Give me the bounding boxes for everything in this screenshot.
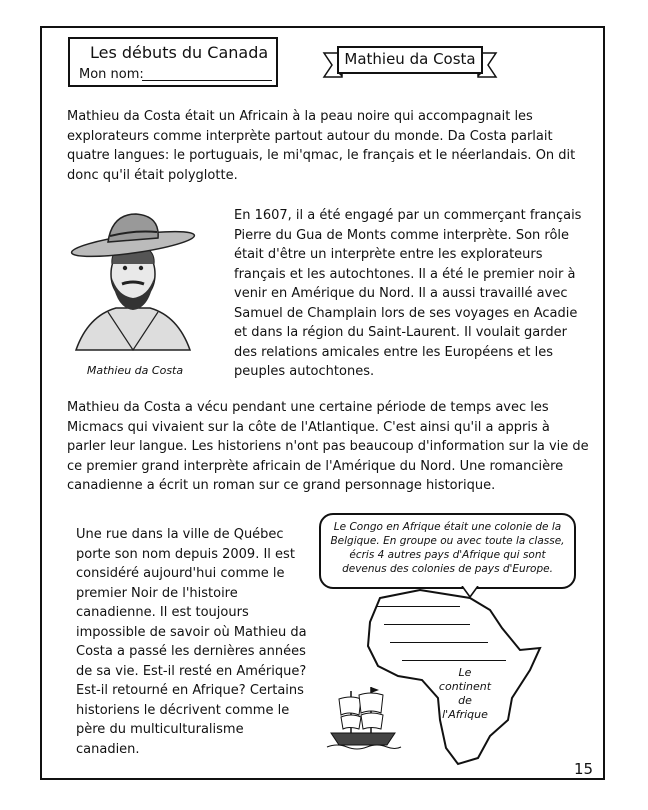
- sailing-ship-illustration: [325, 683, 403, 753]
- map-label: [432, 666, 498, 722]
- micmacs-paragraph: Mathieu da Costa a vécu pendant une certaine période de temps avec les Micmacs qui vivaient sur la côte de l'Atlantique. C'est ainsi qu'il a appris à parler leur langue. Les historiens n'ont pas beaucoup d'information sur la vie de ce premier grand interprète africain de l'Amérique du Nord. Une romancière canadienne a écrit un roman sur ce grand personnage historique.: [67, 400, 589, 493]
- unit-title: Les débuts du Canada: [90, 43, 269, 62]
- worksheet-header: [68, 37, 278, 87]
- map-label-line-1: Le: [458, 666, 472, 679]
- lesson-title: Mathieu da Costa: [344, 50, 476, 68]
- page-number: 15: [574, 760, 594, 778]
- career-paragraph: En 1607, il a été engagé par un commerçant français Pierre du Gua de Monts comme interprète. Son rôle était d'être un interprète entre les explorateurs français et les autochtones. Il a été le premier noir à venir en Amérique du Nord. Il a aussi travaillé avec Samuel de Champlain lors de ses voyages en Acadie et dans la région du Saint-Laurent. Il voulait garder des relations amicales entre les Européens et les peuples autochtones.: [234, 208, 582, 379]
- quebec-paragraph: Une rue dans la ville de Québec porte son nom depuis 2009. Il est considéré aujourd'hui comme le premier Noir de l'histoire canadienne. Il est toujours impossible de savoir où Mathieu da Costa a passé les dernières années de sa vie. Est-il resté en Amérique? Est-il retourné en Afrique? Certains historiens le décrivent comme le père du multiculturalisme canadien.: [76, 527, 307, 757]
- mathieu-da-costa-portrait: [68, 208, 198, 358]
- answer-line-1[interactable]: [376, 606, 460, 607]
- answer-line-2[interactable]: [384, 624, 470, 625]
- answer-line-4[interactable]: [402, 660, 506, 661]
- map-label-line-4: l'Afrique: [442, 708, 488, 721]
- name-field-line: [142, 80, 272, 81]
- map-label-line-3: de: [458, 694, 472, 707]
- activity-instructions: Le Congo en Afrique était une colonie de la Belgique. En groupe ou avec toute la classe, écris 4 autres pays d'Afrique qui sont devenus des colonies de pays d'Europe.: [319, 513, 576, 589]
- map-label-line-2: continent: [438, 680, 492, 693]
- name-label: Mon nom:: [79, 67, 144, 82]
- answer-line-3[interactable]: [390, 642, 488, 643]
- intro-paragraph: Mathieu da Costa était un Africain à la peau noire qui accompagnait les explorateurs comme interprète partout autour du monde. Da Costa parlait quatre langues: le portuguais, le mi'qmac, le français et le néerlandais. On dit donc qu'il était polyglotte.: [67, 109, 576, 183]
- portrait-caption: Mathieu da Costa: [86, 364, 184, 377]
